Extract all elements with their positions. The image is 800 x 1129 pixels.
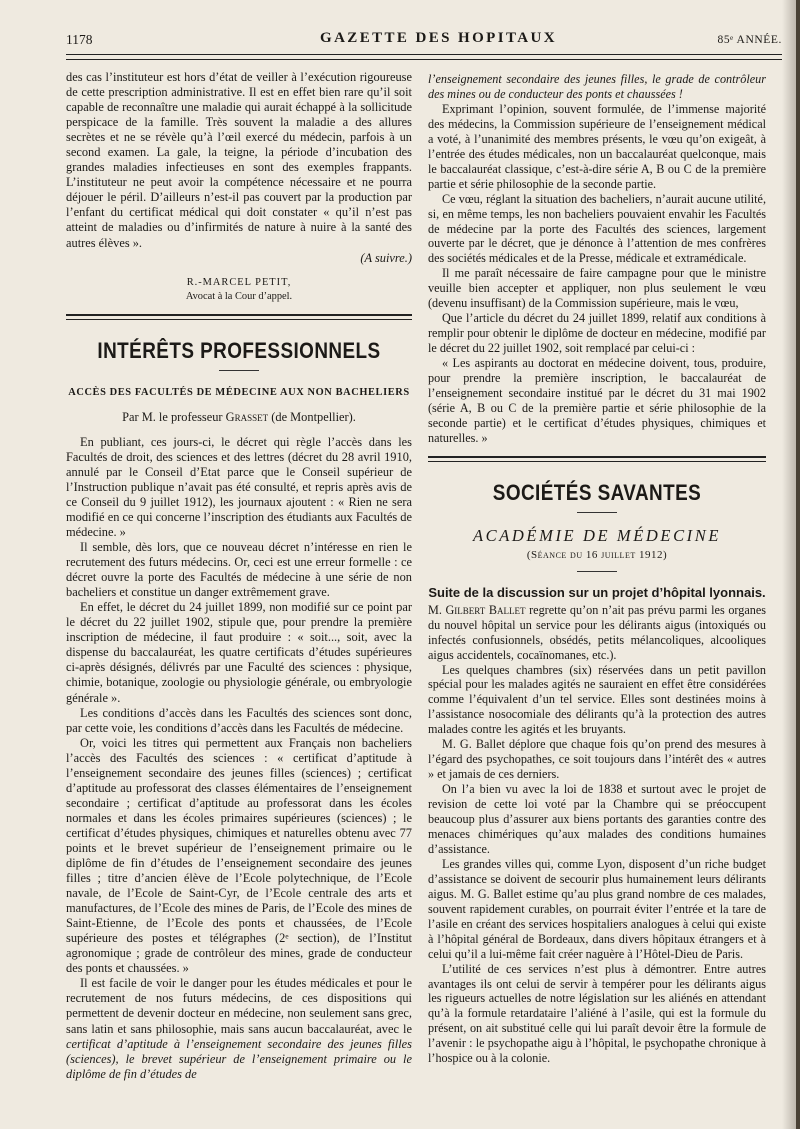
article-title: ACCÈS DES FACULTÉS DE MÉDECINE AUX NON BACHELIERS	[68, 386, 410, 398]
paragraph: M. G. Ballet déplore que chaque fois qu’on prend des mesures à l’égard des psychopathes, ce soit toujours dans l’intérêt des « autres » et jamais de ces derniers.	[428, 737, 766, 782]
left-column	[66, 70, 412, 1082]
paragraph: En effet, le décret du 24 juillet 1899, non modifié sur ce point par le décret du 22 juillet 1902, stipule que, pour prendre la première inscription de médecine, il faut produire : « soit..., soit, avec la dispense du baccalauréat, les quatre certificats d’études supérieures ci-après désignés, délivrés par une Faculté des sciences : physique, chimie, botanique, zoologie ou physiologie générale, ou embryologie générale ».	[66, 600, 412, 705]
author-signature	[66, 276, 412, 304]
paragraph: Les conditions d’accès dans les Facultés des sciences sont donc, par cette voie, les conditions d’accès dans les Facultés de médecine.	[66, 705, 412, 735]
paragraph: des cas l’instituteur est hors d’état de veiller à l’exécution rigoureuse de cette prescription administrative. Il est en effet bien rare qu’il soit capable de reconnaître une maladie qui aurait échappé à la sollicitude perspicace de la famille. Très souvent la maladie a des allures secrètes et ne se révèle qu’à l’œil exercé du médecin, parfois à un second examen. La gale, la teigne, la période d’incubation des grandes maladies infectieuses en sont des exemples frappants. L’instituteur ne peut avoir la compétence nécessaire et ne pourra déjouer le péril. D’ailleurs n’est-il pas couvert par la production par l’enfant du certificat médical qui doit constater « qu’il n’est pas atteint de maladies ou d’infirmités de nature à nuire à la santé des autres élèves ».	[66, 70, 412, 250]
page-number: 1178	[66, 32, 93, 47]
paragraph: Les grandes villes qui, comme Lyon, disposent d’un riche budget d’assistance se doivent de secourir plus humainement leurs délirants aigus. M. G. Ballet estime qu’au plus grand nombre de ces malades, souvent rapidement curables, on pourrait éviter l’entrée et la tare de l’asile en créant des services hospitaliers analogues à celui qui existe à l’hôpital général de Bordeaux, dans divers hôpitaux étrangers et à celui qu’il a lui-même fait créer naguère à l’Hôtel-Dieu de Paris.	[428, 856, 766, 961]
paragraph: Que l’article du décret du 24 juillet 1899, relatif aux conditions à remplir pour obtenir le diplôme de docteur en médecine, modifié par le décret du 22 juillet 1902, soit remplacé par celui-ci :	[428, 311, 766, 356]
paragraph: On l’a bien vu avec la loi de 1838 et surtout avec le projet de revision de cette loi voté par la Chambre qui se préoccupent beaucoup plus d’assurer aux biens portants des garanties contre des menaces chimériques qu’aux malades des conditions humaines d’assistance.	[428, 782, 766, 856]
paragraph: Les quelques chambres (six) réservées dans un petit pavillon spécial pour les malades agités ne sauraient en effet être considérées comme l’équivalent d’un tel service. Elles sont destinées moins à l’assistance nosocomiale des délirants qu’à la protection des autres malades contre les agités et les bruyants.	[428, 662, 766, 737]
byline-author: Grasset	[225, 409, 269, 424]
paragraph: Il semble, dès lors, que ce nouveau décret n’intéresse en rien le recrutement des futurs médecins. Or, ceci est une erreur formelle : ce décret ouvre la porte des Facultés de médecine à une série de non bacheliers et constitue un danger extrêmement grave.	[66, 540, 412, 600]
page-header	[66, 28, 782, 50]
section-divider	[428, 456, 766, 462]
paragraph: L’utilité de ces services n’est plus à démontrer. Entre autres avantages ils ont celui de servir à tempérer pour les délirants aigus les rigueurs actuelles de notre législation sur les aliénés en attendant qu’à la formule retardataire l’aliéné à l’asile, qui est la formule du présent, on ait substitué celle qui lui paraît devoir être la formule de l’avenir : le psychopathe aigu à l’hôpital, le psychopathe chronique à l’hospice ou à la colonie.	[428, 961, 766, 1066]
right-column	[428, 72, 766, 1066]
section-title: SOCIÉTÉS SAVANTES	[492, 479, 702, 505]
section-title: INTÉRÊTS PROFESSIONNELS	[97, 337, 381, 363]
paragraph: Or, voici les titres qui permettent aux Français non bacheliers l’accès des Facultés des sciences : « certificat d’aptitude à l’enseignement secondaire des jeunes filles (sciences) ; certificat d’aptitude au professorat des classes élémentaires de l’enseignement secondaire ; certificat d’aptitude au professorat dans les écoles normales et dans les écoles primaires supérieures (sciences) ; le certificat d’études physiques, chimiques et naturelles obtenu avec 77 points et le brevet supérieur de l’enseignement primaire ou le diplôme de fin d’études de l’enseignement secondaire des jeunes filles ; titre d’ancien élève de l’Ecole polytechnique, de l’Ecole navale, de l’Ecole de Saint-Cyr, de l’Ecole centrale des arts et manufactures, de l’Ecole des mines de Paris, de l’Ecole des mines de Saint-Etienne, de l’Ecole des ponts et chaussées, de l’Ecole supérieure des postes et télégraphes (2ᵉ section), de l’Institut agronomique ; grade de contrôleur des mines, grade de conducteur des ponts et chaussées. »	[66, 735, 412, 976]
short-divider	[219, 370, 259, 371]
journal-year: 85ᵉ ANNÉE.	[717, 34, 782, 46]
to-be-continued: (A suivre.)	[360, 250, 412, 265]
paragraph: « Les aspirants au doctorat en médecine doivent, tous, produire, pour prendre la première inscription, le baccalauréat de l’enseignement secondaire institué par le décret du 31 mai 1902 (série A, B ou C de la première partie et série philosophie de la seconde partie) et le certificat d’études physiques, chimiques et naturelles. »	[428, 356, 766, 445]
paragraph: l’enseignement secondaire des jeunes filles, le grade de contrôleur des mines ou de conducteur des ponts et chaussées !	[428, 72, 766, 101]
session-date: (Séance du 16 juillet 1912)	[526, 548, 668, 561]
discussion-title: Suite de la discussion sur un projet d’hôpital lyonnais.	[428, 584, 766, 600]
short-divider	[577, 512, 617, 513]
short-divider	[577, 571, 617, 572]
section-divider	[66, 314, 412, 320]
header-rule	[66, 54, 782, 60]
page-edge	[796, 0, 800, 1129]
academy-heading: ACADÉMIE DE MÉDECINE	[472, 525, 722, 545]
journal-title: GAZETTE DES HOPITAUX	[320, 30, 557, 46]
paragraph: Il est facile de voir le danger pour les études médicales et pour le recrutement de nos futurs médecins, de ces dispositions qui permettent de devenir docteur en médecine, non seulement sans grec, sans latin et sans philosophie, mais sans aucun baccalauréat, avec le certificat d’aptitude à l’enseignement secondaire des jeunes filles (sciences), le brevet supérieur de l’enseignement primaire ou le diplôme de fin d’études de	[66, 976, 412, 1081]
paragraph: Il me paraît nécessaire de faire campagne pour que le ministre veuille bien accepter et appliquer, non plus seulement le vœu (devenu insuffisant) de la Commission supérieure, mais le vœu,	[428, 266, 766, 311]
byline: Par M. le professeur Grasset (de Montpellier).	[122, 409, 356, 424]
author-name: R.-MARCEL PETIT,	[186, 276, 292, 288]
paragraph: En publiant, ces jours-ci, le décret qui règle l’accès dans les Facultés de droit, des sciences et des lettres (décret du 28 avril 1910, annulé par le Conseil d’Etat parce que le Conseil supérieur de l’Instruction publique n’avait pas été consulté, et repris après avis de ce Conseil du 9 juillet 1912), les journaux ajoutent : « Rien ne sera modifié en ce qui concerne l’inscription des étudiants aux Facultés de médecine. »	[66, 434, 412, 539]
paragraph: Ce vœu, réglant la situation des bacheliers, n’aurait aucune utilité, si, en même temps, les non bacheliers pouvaient envahir les Facultés de médecine par la porte des Facultés des sciences, largement ouverte par le décret, que je dénonce à l’attention de mes confrères des sociétés médicales et de la Presse, médicale et extramédicale.	[428, 191, 766, 266]
paragraph: Exprimant l’opinion, souvent formulée, de l’immense majorité des médecins, la Commission supérieure de l’enseignement médical a voté, à l’unanimité des membres présents, le vœu qu’on exigeât, à l’entrée des études médicales, non un baccalauréat quelconque, mais le baccalauréat classique, c’est-à-dire série A, B ou C de la première partie et série philosophie de la seconde partie.	[428, 101, 766, 191]
author-title: Avocat à la Cour d’appel.	[185, 290, 293, 302]
paragraph: M. Gilbert Ballet regrette qu’on n’ait pas prévu parmi les organes du nouvel hôpital un service pour les délirants aigus (intoxiqués ou infectés confusionnels, obsédés, petits mélancoliques, alcooliques aigus accidentels, cocaïnomanes, etc.).	[428, 602, 767, 662]
